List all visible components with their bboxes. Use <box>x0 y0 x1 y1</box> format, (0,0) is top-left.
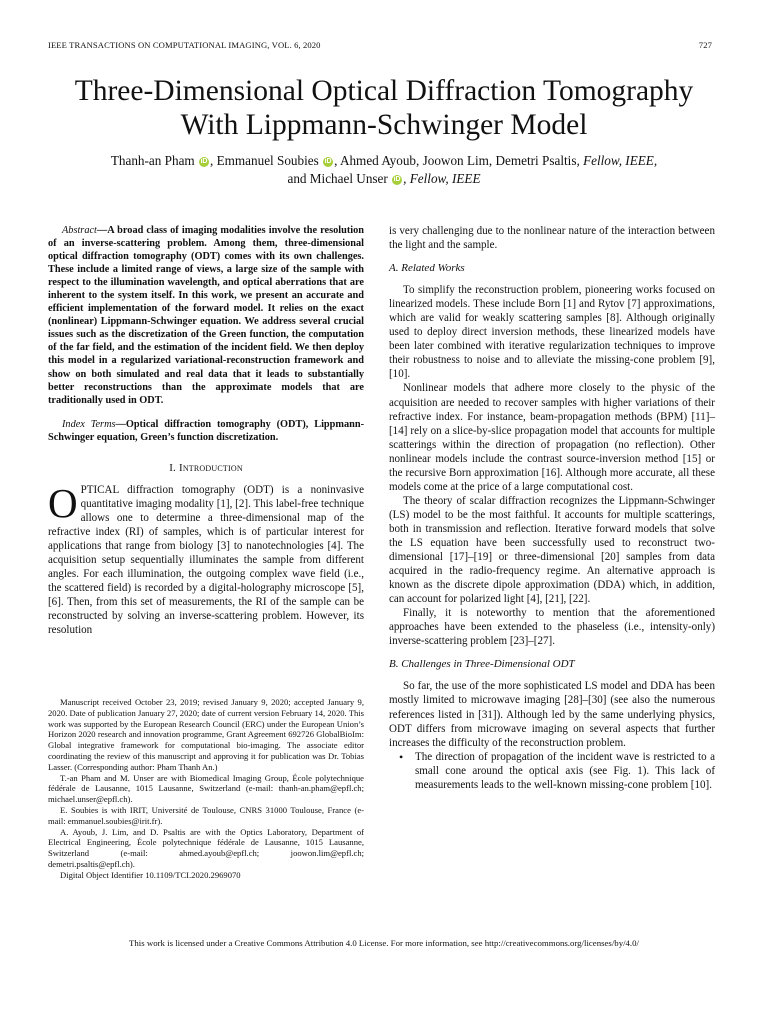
challenges-paragraph-1: So far, the use of the more sophisticated LS model and DDA has been mostly limited to microwave imaging [28]–[30] (see also the numerous references listed in [31]). Although led by the same underlying physics, ODT differs from microwave imaging on several aspects that further increases the difficulty of the reconstruction problem. <box>389 680 715 749</box>
fellow-designation: , Fellow, IEEE, <box>576 153 658 168</box>
footnote-affiliation-1: T.-an Pham and M. Unser are with Biomedical Imaging Group, École polytechnique fédérale de Lausanne, 1015 Lausanne, Switzerland (e-mail: thanh-an.pham@epfl.ch; michael.unser@epfl.ch). <box>48 772 364 805</box>
related-works-paragraph-1: To simplify the reconstruction problem, pioneering works focused on linearized models. These include Born [1] and Rytov [7] approximations, which are valid for weakly scattering samples [8]. Although originally used to deploy direct inversion methods, these linearized models have been later combined with iterative regularization techniques to improve their robustness to noise and to alleviate the missing-cone problem [9], [10]. <box>389 284 715 381</box>
fellow-designation: , Fellow, IEEE <box>403 171 481 186</box>
title-line-2: With Lippmann-Schwinger Model <box>180 109 588 141</box>
index-terms-text: —Optical diffraction tomography (ODT), Lippmann-Schwinger equation, Green’s function discretization. <box>48 418 364 443</box>
index-terms-label: Index Terms <box>62 418 116 430</box>
author-unser: and Michael Unser <box>287 171 388 186</box>
footnotes <box>48 697 364 881</box>
orcid-icon[interactable]: iD <box>393 176 401 183</box>
footnote-doi: Digital Object Identifier 10.1109/TCI.2020.2969070 <box>60 869 241 880</box>
footnote-manuscript: Manuscript received October 23, 2019; revised January 9, 2020; accepted January 9, 2020. Date of publication January 27, 2020; date of current version February 14, 2020. This work was supported by the European Research Council (ERC) under the European Union’s Horizon 2020 research and innovation programme, Grant Agreement 692726 GlobalBioIm: Global integrative framework for computational bio-imaging. The associate editor coordinating the review of this manuscript and approving it for publication was Dr. Tobias Lasser. (Corresponding author: Pham Thanh An.) <box>48 697 364 772</box>
intro-paragraph-continued: is very challenging due to the nonlinear nature of the interaction between the light and the sample. <box>389 225 715 252</box>
related-works-paragraph-4: Finally, it is noteworthy to mention that the aforementioned approaches have been extended to the phaseless (i.e., intensity-only) inverse-scattering problem [23]–[27]. <box>389 607 715 648</box>
title-line-1: Three-Dimensional Optical Diffraction Tomography <box>74 75 694 107</box>
running-head <box>48 40 712 54</box>
abstract-text: —A broad class of imaging modalities involve the resolution of an inverse-scattering problem. Among them, three-dimensional optical diffraction tomography (ODT) comes with its own challenges. These include a limited range of views, a large size of the sample with respect to the illumination wavelength, and optical aberrations that are inherent to the system itself. In this work, we present an accurate and efficient implementation of the forward model. It relies on the exact (nonlinear) Lippmann-Schwinger equation. We address several crucial issues such as the discretization of the Green function, the computation of the far field, and the estimation of the incident field. We then deploy this model in a regularized variational-reconstruction framework and show on both simulated and real data that it leads to substantially better reconstructions than the approximate models that are traditionally used in ODT. <box>48 225 364 406</box>
orcid-icon[interactable]: iD <box>324 158 332 165</box>
intro-paragraph-text: PTICAL diffraction tomography (ODT) is a noninvasive quantitative imaging modality [1], [2]. This label-free technique allows one to determine a three-dimensional map of the refractive index (RI) of samples, which is of particular interest for applications that range from biology [3] to nanotechnologies [4]. The acquisition setup sequentially illuminates the sample from different angles. For each illumination, the outgoing complex wave field (i.e., the scattered field) is recorded by a digital-holography microscope [5], [6]. Then, from this set of measurements, the RI of the sample can be reconstructed by solving an inverse-scattering problem. However, its resolution <box>48 483 364 637</box>
author-pham: Thanh-an Pham <box>110 153 195 168</box>
author-line-1 <box>40 152 728 170</box>
license-notice: This work is licensed under a Creative Commons Attribution 4.0 License. For more information, see http://creativecommons.org/licenses/by/4.0/ <box>129 938 639 948</box>
author-soubies: , Emmanuel Soubies <box>209 153 319 168</box>
index-terms <box>48 418 364 444</box>
footnote-affiliation-3: A. Ayoub, J. Lim, and D. Psaltis are with the Optics Laboratory, Department of Electrical Engineering, École polytechnique fédérale de Lausanne, 1015 Lausanne, Switzerland (e-mail: ahmed.ayoub@epfl.ch; joowon.lim@epfl.ch; demetri.psaltis@epfl.ch). <box>48 826 364 869</box>
section-number: I. <box>169 461 177 474</box>
abstract-label: Abstract <box>62 225 97 236</box>
intro-paragraph <box>48 479 364 638</box>
list-item: • The direction of propagation of the incident wave is restricted to a small cone around the optical axis (see Fig. 1). This lack of measurements leads to the well-known missing-cone problem [10]. <box>399 750 715 792</box>
drop-cap: O <box>48 479 78 526</box>
challenges-list <box>399 750 715 792</box>
right-column <box>389 224 715 792</box>
orcid-icon[interactable]: iD <box>200 158 208 165</box>
section-heading-introduction <box>48 461 364 475</box>
authors-middle: , Ahmed Ayoub, Joowon Lim, Demetri Psaltis <box>334 153 577 168</box>
journal-name: IEEE TRANSACTIONS ON COMPUTATIONAL IMAGING, VOL. 6, 2020 <box>48 40 321 50</box>
paper-title <box>30 74 738 142</box>
page-number: 727 <box>698 40 712 50</box>
author-list <box>40 152 728 188</box>
subsection-heading-related-works: A. Related Works <box>389 262 465 275</box>
related-works-paragraph-3: The theory of scalar diffraction recognizes the Lippmann-Schwinger (LS) model to be the most faithful. It accounts for multiple scatterings, both in transmission and reflection. Iterative forward models that solve the LS equation have been successfully used to reconstruct two-dimensional [17]–[19] or three-dimensional [20] samples from data acquired in the radio-frequency regime. An alternative approach is known as the discrete dipole approximation (DDA) which, in addition, can account for polarized light [4], [21], [22]. <box>389 494 715 606</box>
subsection-heading-challenges: B. Challenges in Three-Dimensional ODT <box>389 658 575 671</box>
abstract <box>48 224 364 407</box>
related-works-paragraph-2: Nonlinear models that adhere more closely to the physic of the acquisition are needed to recover samples with higher variations of their refractive index. For instance, beam-propagation methods (BPM) [11]–[14] rely on a slice-by-slice propagation model that accounts for multiple scatterings within the direction of propagation (no reflection). Other nonlinear models include the contrast source-inversion method [15] or the recursive Born approximation [16]. Although more accurate, all these models come at the price of a large computational cost. <box>389 382 715 493</box>
left-column <box>48 224 364 637</box>
section-title: Introduction <box>178 461 243 474</box>
footnote-affiliation-2: E. Soubies is with IRIT, Université de Toulouse, CNRS 31000 Toulouse, France (e-mail: emmanuel.soubies@irit.fr). <box>48 804 364 826</box>
author-line-2 <box>40 170 728 188</box>
